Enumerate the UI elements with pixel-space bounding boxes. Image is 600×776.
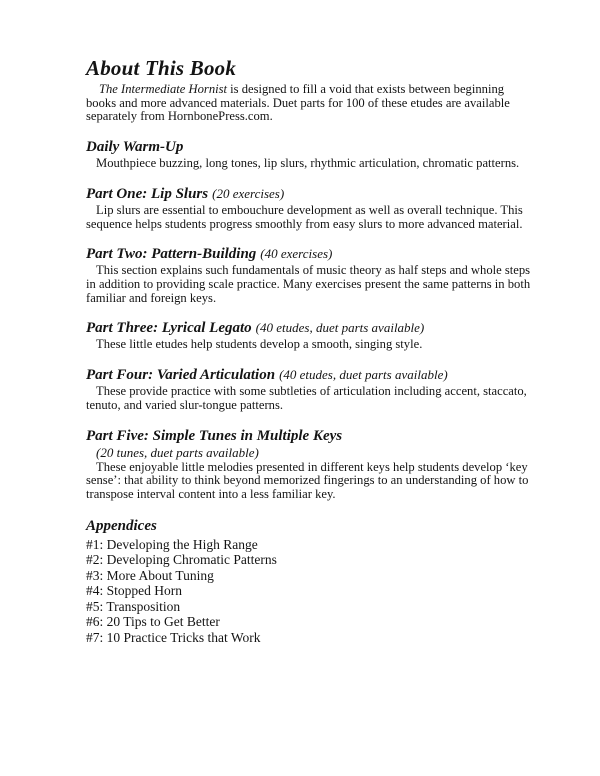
section-heading: Part Two: Pattern-Building bbox=[86, 246, 257, 263]
section-body: These enjoyable little melodies presented in different keys help students develop ‘key sense’: that ability to think beyond memorized fingerings to an understanding of how to transpose interval content into a less familiar key. bbox=[86, 459, 529, 501]
appendix-item: #2: Developing Chromatic Patterns bbox=[86, 552, 277, 568]
section-appendices bbox=[86, 518, 534, 646]
section-body: This section explains such fundamentals of music theory as half steps and whole steps in addition to providing scale practice. Many exercises present the same patterns in both familiar and foreign keys. bbox=[86, 263, 531, 305]
section-heading: Part Four: Varied Articulation bbox=[86, 367, 276, 384]
section-body: Mouthpiece buzzing, long tones, lip slurs, rhythmic articulation, chromatic patterns. bbox=[96, 156, 520, 171]
section-paren-line: (20 tunes, duet parts available) bbox=[96, 444, 259, 460]
section-part-five bbox=[86, 428, 534, 502]
section-paren: (20 exercises) bbox=[212, 185, 285, 201]
section-part-two bbox=[86, 246, 534, 305]
book-title-text: The Intermediate Hornist bbox=[99, 82, 228, 97]
section-part-four bbox=[86, 367, 534, 412]
page-title: About This Book bbox=[86, 56, 237, 80]
section-paren: (40 etudes, duet parts available) bbox=[255, 320, 425, 336]
section-part-three bbox=[86, 320, 534, 352]
section-heading: Part Three: Lyrical Legato bbox=[86, 320, 252, 337]
section-body: Lip slurs are essential to embouchure development as well as overall technique. This sequence helps students progress smoothly from easy slurs to more advanced material. bbox=[86, 203, 523, 231]
intro-text: is designed to fill a void that exists between beginning books and more advanced materials. Duet parts for 100 of these etudes are available separately from HornbonePress.com. bbox=[86, 82, 510, 124]
appendix-item: #3: More About Tuning bbox=[86, 567, 214, 583]
section-heading: Part Five: Simple Tunes in Multiple Keys bbox=[86, 427, 343, 444]
section-body: These little etudes help students develop a smooth, singing style. bbox=[96, 337, 423, 352]
intro-paragraph bbox=[86, 83, 534, 124]
appendix-item: #6: 20 Tips to Get Better bbox=[86, 614, 220, 630]
appendix-item: #1: Developing the High Range bbox=[86, 536, 258, 552]
appendix-item: #7: 10 Practice Tricks that Work bbox=[86, 629, 261, 645]
section-heading: Daily Warm-Up bbox=[86, 138, 184, 155]
appendices-heading: Appendices bbox=[86, 517, 157, 534]
section-paren: (40 exercises) bbox=[260, 246, 333, 262]
appendix-item: #5: Transposition bbox=[86, 598, 181, 614]
section-body: These provide practice with some subtleties of articulation including accent, staccato, tenuto, and varied slur-tongue patterns. bbox=[86, 384, 527, 412]
appendix-item: #4: Stopped Horn bbox=[86, 583, 182, 599]
section-part-one bbox=[86, 186, 534, 231]
appendix-list bbox=[86, 537, 534, 646]
section-paren: (40 etudes, duet parts available) bbox=[279, 367, 448, 383]
section-heading: Part One: Lip Slurs bbox=[86, 185, 209, 202]
section-daily-warm-up bbox=[86, 139, 534, 171]
